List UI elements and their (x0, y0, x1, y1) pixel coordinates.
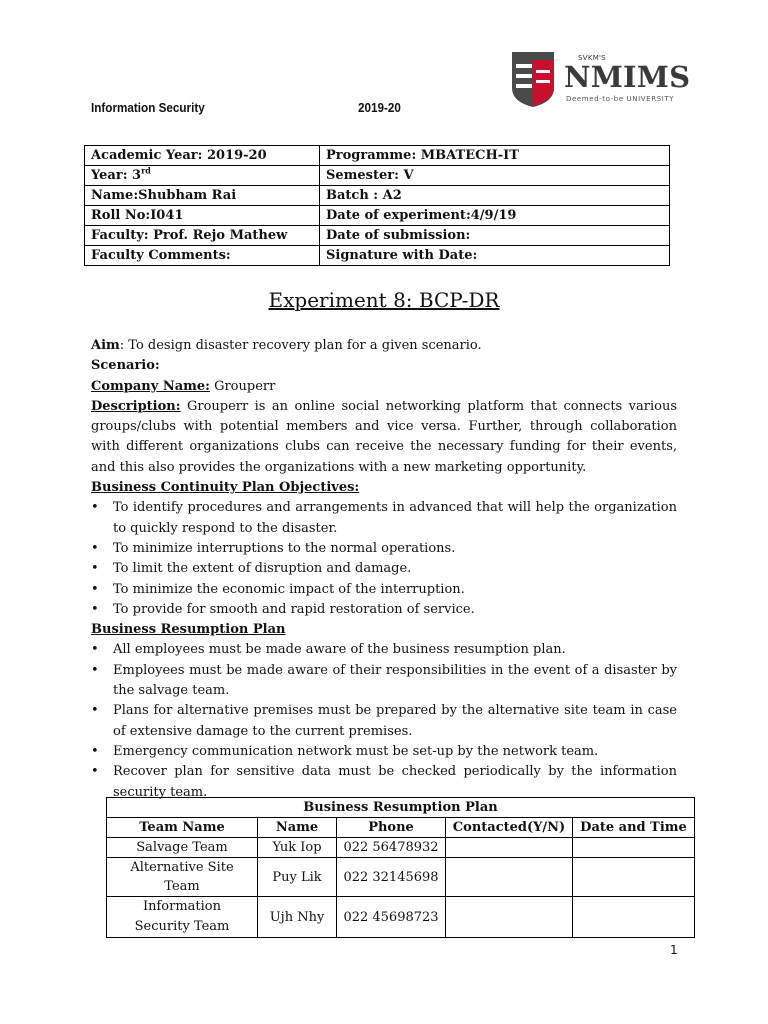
academic-year-cell: Academic Year: 2019-20 (85, 146, 320, 166)
year-superscript: rd (141, 165, 151, 176)
brp-heading: Business Resumption Plan (91, 622, 286, 638)
column-header: Team Name (107, 818, 258, 838)
aim-label: Aim (91, 338, 120, 353)
list-item: • To provide for smooth and rapid restoration of service. (91, 600, 677, 620)
list-item: • To limit the extent of disruption and damage. (91, 559, 677, 579)
company-value: Grouperr (209, 378, 276, 394)
phone-cell: 022 32145698 (337, 858, 446, 897)
table-caption-row (107, 798, 695, 818)
roll-no-cell: Roll No:I041 (85, 206, 320, 226)
description-text: Grouperr is an online social networking platform that connects various groups/clubs with potential members and vice versa. Further, through collaboration with different organizations clubs can receive the necessary funding for their events, and this also provides the organizations with a new marketing opportunity. (91, 398, 677, 475)
batch-cell: Batch : A2 (320, 186, 670, 206)
list-item: • All employees must be made aware of the business resumption plan. (91, 640, 677, 660)
contacted-cell (446, 838, 573, 858)
member-name-cell: Yuk Iop (258, 838, 337, 858)
name-cell: Name:Shubham Rai (85, 186, 320, 206)
scenario-label: Scenario: (91, 358, 160, 374)
table-header-row (107, 818, 695, 838)
info-row (85, 206, 670, 226)
faculty-cell: Faculty: Prof. Rejo Mathew (85, 226, 320, 246)
faculty-comments-cell: Faculty Comments: (85, 246, 320, 266)
logo-svkm-text: SVKM'S (578, 54, 607, 62)
team-name-cell: Information Security Team (107, 897, 258, 938)
aim-text: : To design disaster recovery plan for a given scenario. (119, 338, 482, 353)
brp-list (91, 640, 677, 802)
logo-name: NMIMS (564, 60, 691, 94)
date-of-submission-cell: Date of submission: (320, 226, 670, 246)
team-name-cell: Alternative Site Team (107, 858, 258, 897)
column-header: Contacted(Y/N) (446, 818, 573, 838)
phone-cell: 022 56478932 (337, 838, 446, 858)
date-time-cell (573, 858, 695, 897)
signature-cell: Signature with Date: (320, 246, 670, 266)
list-item: • To minimize interruptions to the normal operations. (91, 539, 677, 559)
header-year: 2019-20 (358, 100, 401, 115)
contacted-cell (446, 858, 573, 897)
phone-cell: 022 45698723 (337, 897, 446, 938)
date-of-experiment-cell: Date of experiment:4/9/19 (320, 206, 670, 226)
aim-line (91, 336, 677, 356)
table-row (107, 858, 695, 897)
document-body (91, 336, 677, 803)
list-item: • Plans for alternative premises must be prepared by the alternative site team in case of extensive damage to the current premises. (91, 701, 677, 742)
list-item: • Employees must be made aware of their responsibilities in the event of a disaster by the salvage team. (91, 661, 677, 702)
description-label: Description: (91, 398, 181, 414)
resumption-plan-table (106, 797, 695, 938)
info-row (85, 246, 670, 266)
column-header: Name (258, 818, 337, 838)
logo-tagline: Deemed-to-be UNIVERSITY (566, 95, 675, 103)
page-number: 1 (670, 943, 678, 957)
nmims-logo (510, 50, 691, 110)
page-title: Experiment 8: BCP-DR (268, 288, 500, 312)
nmims-emblem-icon (510, 50, 556, 108)
info-row (85, 186, 670, 206)
table-row (107, 897, 695, 938)
list-item: • To minimize the economic impact of the interruption. (91, 580, 677, 600)
column-header: Phone (337, 818, 446, 838)
date-time-cell (573, 897, 695, 938)
description-paragraph (91, 397, 677, 478)
header-subject: Information Security (91, 100, 205, 115)
member-name-cell: Ujh Nhy (258, 897, 337, 938)
table-caption: Business Resumption Plan (107, 798, 695, 818)
list-item: • Emergency communication network must be set-up by the network team. (91, 742, 677, 762)
info-table (84, 145, 670, 266)
year-value: Year: 3 (91, 168, 142, 183)
company-label: Company Name: (91, 378, 210, 394)
column-header: Date and Time (573, 818, 695, 838)
team-name-cell: Salvage Team (107, 838, 258, 858)
year-cell (85, 166, 320, 186)
table-row (107, 838, 695, 858)
programme-cell: Programme: MBATECH-IT (320, 146, 670, 166)
contacted-cell (446, 897, 573, 938)
info-row (85, 226, 670, 246)
info-row (85, 146, 670, 166)
bcp-list (91, 498, 677, 620)
list-item: • To identify procedures and arrangements in advanced that will help the organization to quickly respond to the disaster. (91, 498, 677, 539)
list-item: • Recover plan for sensitive data must be checked periodically by the information security team. (91, 762, 677, 803)
bcp-heading: Business Continuity Plan Objectives: (91, 480, 360, 496)
company-line (91, 377, 677, 397)
member-name-cell: Puy Lik (258, 858, 337, 897)
semester-cell: Semester: V (320, 166, 670, 186)
date-time-cell (573, 838, 695, 858)
info-row (85, 166, 670, 186)
